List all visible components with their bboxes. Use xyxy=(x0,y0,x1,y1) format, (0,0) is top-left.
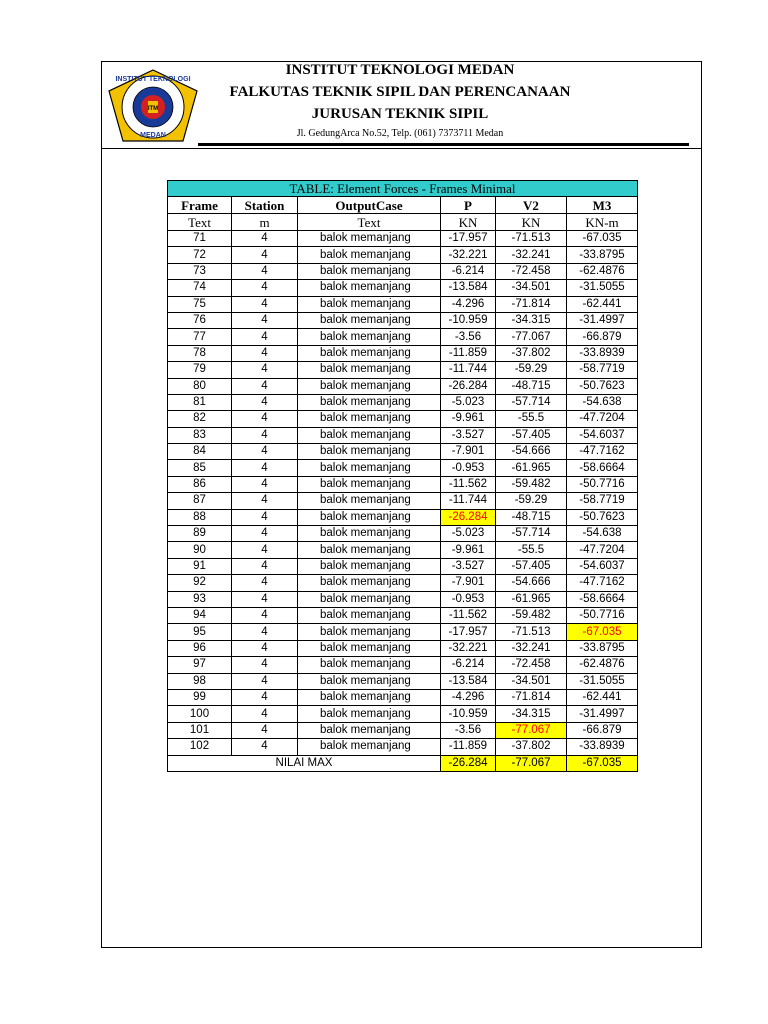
cell-station: 4 xyxy=(232,362,298,378)
cell-outputcase: balok memanjang xyxy=(298,509,441,525)
cell-v2: -57.405 xyxy=(496,427,567,443)
cell-m3: -31.5055 xyxy=(567,673,638,689)
table-row xyxy=(168,329,638,345)
cell-station: 4 xyxy=(232,739,298,755)
table-row xyxy=(168,542,638,558)
cell-station: 4 xyxy=(232,509,298,525)
cell-v2: -59.29 xyxy=(496,493,567,509)
unit-frame: Text xyxy=(168,214,232,231)
col-station: Station xyxy=(232,197,298,214)
cell-m3: -54.638 xyxy=(567,526,638,542)
cell-m3: -58.7719 xyxy=(567,493,638,509)
table-row xyxy=(168,231,638,247)
cell-outputcase: balok memanjang xyxy=(298,444,441,460)
col-v2: V2 xyxy=(496,197,567,214)
cell-station: 4 xyxy=(232,280,298,296)
cell-v2: -77.067 xyxy=(496,722,567,738)
cell-outputcase: balok memanjang xyxy=(298,263,441,279)
cell-p: -10.959 xyxy=(441,312,496,328)
table-row xyxy=(168,444,638,460)
cell-m3: -33.8939 xyxy=(567,345,638,361)
cell-frame: 74 xyxy=(168,280,232,296)
cell-v2: -55.5 xyxy=(496,542,567,558)
logo-text-bottom: MEDAN xyxy=(140,132,166,139)
cell-p: -11.859 xyxy=(441,345,496,361)
cell-p: -11.859 xyxy=(441,739,496,755)
cell-m3: -47.7204 xyxy=(567,411,638,427)
table-row xyxy=(168,263,638,279)
cell-v2: -34.501 xyxy=(496,280,567,296)
unit-station: m xyxy=(232,214,298,231)
table-row xyxy=(168,345,638,361)
table-row xyxy=(168,427,638,443)
cell-v2: -59.482 xyxy=(496,476,567,492)
cell-m3: -50.7623 xyxy=(567,378,638,394)
cell-v2: -32.241 xyxy=(496,247,567,263)
cell-m3: -50.7623 xyxy=(567,509,638,525)
cell-frame: 71 xyxy=(168,231,232,247)
cell-frame: 100 xyxy=(168,706,232,722)
cell-outputcase: balok memanjang xyxy=(298,411,441,427)
cell-frame: 98 xyxy=(168,673,232,689)
cell-m3: -47.7162 xyxy=(567,444,638,460)
cell-frame: 96 xyxy=(168,640,232,656)
cell-station: 4 xyxy=(232,689,298,705)
summary-row xyxy=(168,755,638,771)
cell-m3: -33.8795 xyxy=(567,640,638,656)
cell-v2: -32.241 xyxy=(496,640,567,656)
cell-station: 4 xyxy=(232,706,298,722)
cell-p: -17.957 xyxy=(441,624,496,640)
cell-p: -26.284 xyxy=(441,509,496,525)
cell-frame: 94 xyxy=(168,607,232,623)
table-row xyxy=(168,689,638,705)
cell-m3: -58.7719 xyxy=(567,362,638,378)
cell-station: 4 xyxy=(232,493,298,509)
cell-v2: -37.802 xyxy=(496,739,567,755)
cell-p: -4.296 xyxy=(441,296,496,312)
cell-m3: -66.879 xyxy=(567,722,638,738)
cell-m3: -54.6037 xyxy=(567,427,638,443)
cell-m3: -33.8939 xyxy=(567,739,638,755)
cell-m3: -67.035 xyxy=(567,231,638,247)
cell-outputcase: balok memanjang xyxy=(298,739,441,755)
col-p: P xyxy=(441,197,496,214)
table-row xyxy=(168,624,638,640)
cell-p: -3.527 xyxy=(441,427,496,443)
cell-p: -9.961 xyxy=(441,542,496,558)
table-row xyxy=(168,657,638,673)
cell-p: -17.957 xyxy=(441,231,496,247)
cell-station: 4 xyxy=(232,247,298,263)
table-row xyxy=(168,460,638,476)
cell-outputcase: balok memanjang xyxy=(298,526,441,542)
cell-outputcase: balok memanjang xyxy=(298,362,441,378)
cell-v2: -72.458 xyxy=(496,263,567,279)
logo-text-top: INSTITUT TEKNOLOGI xyxy=(115,76,191,83)
cell-outputcase: balok memanjang xyxy=(298,657,441,673)
cell-v2: -61.965 xyxy=(496,460,567,476)
table-row xyxy=(168,312,638,328)
cell-v2: -71.513 xyxy=(496,624,567,640)
cell-station: 4 xyxy=(232,296,298,312)
table-row xyxy=(168,296,638,312)
col-m3: M3 xyxy=(567,197,638,214)
cell-frame: 82 xyxy=(168,411,232,427)
cell-outputcase: balok memanjang xyxy=(298,329,441,345)
element-forces-table xyxy=(167,180,638,772)
cell-m3: -50.7716 xyxy=(567,476,638,492)
cell-frame: 85 xyxy=(168,460,232,476)
cell-frame: 91 xyxy=(168,558,232,574)
summary-m3: -67.035 xyxy=(567,755,638,771)
cell-v2: -37.802 xyxy=(496,345,567,361)
cell-m3: -33.8795 xyxy=(567,247,638,263)
cell-p: -32.221 xyxy=(441,247,496,263)
cell-outputcase: balok memanjang xyxy=(298,575,441,591)
cell-station: 4 xyxy=(232,394,298,410)
cell-m3: -31.4997 xyxy=(567,312,638,328)
unit-outputcase: Text xyxy=(298,214,441,231)
cell-frame: 95 xyxy=(168,624,232,640)
cell-station: 4 xyxy=(232,722,298,738)
cell-frame: 79 xyxy=(168,362,232,378)
summary-v2: -77.067 xyxy=(496,755,567,771)
cell-m3: -58.6664 xyxy=(567,591,638,607)
cell-m3: -54.6037 xyxy=(567,558,638,574)
cell-outputcase: balok memanjang xyxy=(298,640,441,656)
table-row xyxy=(168,493,638,509)
col-frame: Frame xyxy=(168,197,232,214)
cell-outputcase: balok memanjang xyxy=(298,280,441,296)
table-row xyxy=(168,394,638,410)
cell-frame: 88 xyxy=(168,509,232,525)
cell-p: -11.562 xyxy=(441,476,496,492)
table-row xyxy=(168,591,638,607)
cell-m3: -47.7204 xyxy=(567,542,638,558)
cell-m3: -47.7162 xyxy=(567,575,638,591)
cell-outputcase: balok memanjang xyxy=(298,247,441,263)
cell-station: 4 xyxy=(232,558,298,574)
unit-v2: KN xyxy=(496,214,567,231)
cell-p: -7.901 xyxy=(441,444,496,460)
faculty-name: FALKUTAS TEKNIK SIPIL DAN PERENCANAAN xyxy=(229,84,571,100)
cell-v2: -57.405 xyxy=(496,558,567,574)
cell-station: 4 xyxy=(232,411,298,427)
table-row xyxy=(168,558,638,574)
cell-frame: 78 xyxy=(168,345,232,361)
col-outputcase: OutputCase xyxy=(298,197,441,214)
cell-v2: -48.715 xyxy=(496,378,567,394)
cell-v2: -71.814 xyxy=(496,689,567,705)
cell-outputcase: balok memanjang xyxy=(298,378,441,394)
cell-p: -0.953 xyxy=(441,460,496,476)
cell-v2: -61.965 xyxy=(496,591,567,607)
table-row xyxy=(168,362,638,378)
cell-outputcase: balok memanjang xyxy=(298,607,441,623)
cell-v2: -71.814 xyxy=(496,296,567,312)
cell-p: -3.56 xyxy=(441,329,496,345)
cell-p: -3.527 xyxy=(441,558,496,574)
cell-station: 4 xyxy=(232,526,298,542)
cell-p: -13.584 xyxy=(441,673,496,689)
cell-station: 4 xyxy=(232,673,298,689)
cell-p: -7.901 xyxy=(441,575,496,591)
cell-station: 4 xyxy=(232,444,298,460)
cell-p: -5.023 xyxy=(441,526,496,542)
cell-outputcase: balok memanjang xyxy=(298,673,441,689)
cell-station: 4 xyxy=(232,231,298,247)
cell-v2: -57.714 xyxy=(496,526,567,542)
table-row xyxy=(168,575,638,591)
cell-v2: -34.315 xyxy=(496,312,567,328)
table-row xyxy=(168,706,638,722)
cell-station: 4 xyxy=(232,427,298,443)
cell-outputcase: balok memanjang xyxy=(298,558,441,574)
cell-outputcase: balok memanjang xyxy=(298,722,441,738)
cell-station: 4 xyxy=(232,640,298,656)
cell-frame: 101 xyxy=(168,722,232,738)
cell-frame: 81 xyxy=(168,394,232,410)
cell-m3: -50.7716 xyxy=(567,607,638,623)
cell-frame: 72 xyxy=(168,247,232,263)
table-row xyxy=(168,476,638,492)
header-rule-thick xyxy=(198,143,689,146)
cell-frame: 86 xyxy=(168,476,232,492)
summary-p: -26.284 xyxy=(441,755,496,771)
cell-v2: -34.501 xyxy=(496,673,567,689)
cell-station: 4 xyxy=(232,575,298,591)
table-row xyxy=(168,722,638,738)
cell-m3: -62.441 xyxy=(567,689,638,705)
cell-outputcase: balok memanjang xyxy=(298,624,441,640)
address-line: Jl. GedungArca No.52, Telp. (061) 7373711 Medan xyxy=(296,128,504,139)
unit-p: KN xyxy=(441,214,496,231)
cell-outputcase: balok memanjang xyxy=(298,345,441,361)
cell-frame: 89 xyxy=(168,526,232,542)
cell-station: 4 xyxy=(232,542,298,558)
institute-name: INSTITUT TEKNOLOGI MEDAN xyxy=(285,62,515,78)
cell-outputcase: balok memanjang xyxy=(298,394,441,410)
cell-m3: -31.4997 xyxy=(567,706,638,722)
cell-m3: -54.638 xyxy=(567,394,638,410)
cell-frame: 76 xyxy=(168,312,232,328)
cell-m3: -62.441 xyxy=(567,296,638,312)
cell-station: 4 xyxy=(232,345,298,361)
cell-frame: 80 xyxy=(168,378,232,394)
cell-outputcase: balok memanjang xyxy=(298,427,441,443)
cell-outputcase: balok memanjang xyxy=(298,296,441,312)
cell-station: 4 xyxy=(232,657,298,673)
logo-initials: ITM xyxy=(147,106,159,112)
cell-frame: 87 xyxy=(168,493,232,509)
cell-v2: -59.29 xyxy=(496,362,567,378)
unit-m3: KN-m xyxy=(567,214,638,231)
cell-v2: -59.482 xyxy=(496,607,567,623)
cell-frame: 83 xyxy=(168,427,232,443)
institute-logo-icon xyxy=(107,68,199,144)
cell-frame: 97 xyxy=(168,657,232,673)
table-row xyxy=(168,673,638,689)
cell-outputcase: balok memanjang xyxy=(298,689,441,705)
cell-v2: -34.315 xyxy=(496,706,567,722)
cell-outputcase: balok memanjang xyxy=(298,591,441,607)
cell-outputcase: balok memanjang xyxy=(298,312,441,328)
cell-p: -11.744 xyxy=(441,493,496,509)
table-row xyxy=(168,739,638,755)
cell-station: 4 xyxy=(232,263,298,279)
cell-v2: -54.666 xyxy=(496,575,567,591)
cell-frame: 102 xyxy=(168,739,232,755)
cell-p: -5.023 xyxy=(441,394,496,410)
table-row xyxy=(168,247,638,263)
cell-p: -11.744 xyxy=(441,362,496,378)
cell-frame: 75 xyxy=(168,296,232,312)
cell-v2: -77.067 xyxy=(496,329,567,345)
table-row xyxy=(168,411,638,427)
cell-frame: 90 xyxy=(168,542,232,558)
cell-p: -0.953 xyxy=(441,591,496,607)
table-row xyxy=(168,280,638,296)
cell-p: -13.584 xyxy=(441,280,496,296)
cell-v2: -57.714 xyxy=(496,394,567,410)
cell-v2: -72.458 xyxy=(496,657,567,673)
cell-outputcase: balok memanjang xyxy=(298,231,441,247)
cell-frame: 93 xyxy=(168,591,232,607)
cell-p: -3.56 xyxy=(441,722,496,738)
cell-m3: -58.6664 xyxy=(567,460,638,476)
cell-m3: -66.879 xyxy=(567,329,638,345)
summary-label: NILAI MAX xyxy=(168,755,441,771)
cell-p: -26.284 xyxy=(441,378,496,394)
cell-station: 4 xyxy=(232,607,298,623)
cell-frame: 99 xyxy=(168,689,232,705)
cell-m3: -62.4876 xyxy=(567,657,638,673)
cell-station: 4 xyxy=(232,460,298,476)
cell-p: -4.296 xyxy=(441,689,496,705)
header-rule-thin xyxy=(101,148,701,149)
cell-p: -10.959 xyxy=(441,706,496,722)
cell-p: -32.221 xyxy=(441,640,496,656)
cell-v2: -71.513 xyxy=(496,231,567,247)
cell-m3: -62.4876 xyxy=(567,263,638,279)
cell-v2: -54.666 xyxy=(496,444,567,460)
table-row xyxy=(168,378,638,394)
department-name: JURUSAN TEKNIK SIPIL xyxy=(311,106,489,122)
cell-outputcase: balok memanjang xyxy=(298,706,441,722)
table-row xyxy=(168,509,638,525)
cell-outputcase: balok memanjang xyxy=(298,542,441,558)
cell-frame: 92 xyxy=(168,575,232,591)
cell-frame: 73 xyxy=(168,263,232,279)
cell-station: 4 xyxy=(232,591,298,607)
cell-frame: 84 xyxy=(168,444,232,460)
cell-p: -9.961 xyxy=(441,411,496,427)
table-row xyxy=(168,640,638,656)
cell-p: -11.562 xyxy=(441,607,496,623)
cell-m3: -67.035 xyxy=(567,624,638,640)
cell-frame: 77 xyxy=(168,329,232,345)
cell-outputcase: balok memanjang xyxy=(298,476,441,492)
table-title: TABLE: Element Forces - Frames Minimal xyxy=(168,181,638,197)
cell-p: -6.214 xyxy=(441,657,496,673)
cell-station: 4 xyxy=(232,329,298,345)
cell-station: 4 xyxy=(232,378,298,394)
cell-station: 4 xyxy=(232,476,298,492)
cell-station: 4 xyxy=(232,312,298,328)
cell-v2: -48.715 xyxy=(496,509,567,525)
cell-outputcase: balok memanjang xyxy=(298,460,441,476)
table-row xyxy=(168,526,638,542)
cell-station: 4 xyxy=(232,624,298,640)
cell-p: -6.214 xyxy=(441,263,496,279)
table-row xyxy=(168,607,638,623)
cell-m3: -31.5055 xyxy=(567,280,638,296)
cell-v2: -55.5 xyxy=(496,411,567,427)
cell-outputcase: balok memanjang xyxy=(298,493,441,509)
